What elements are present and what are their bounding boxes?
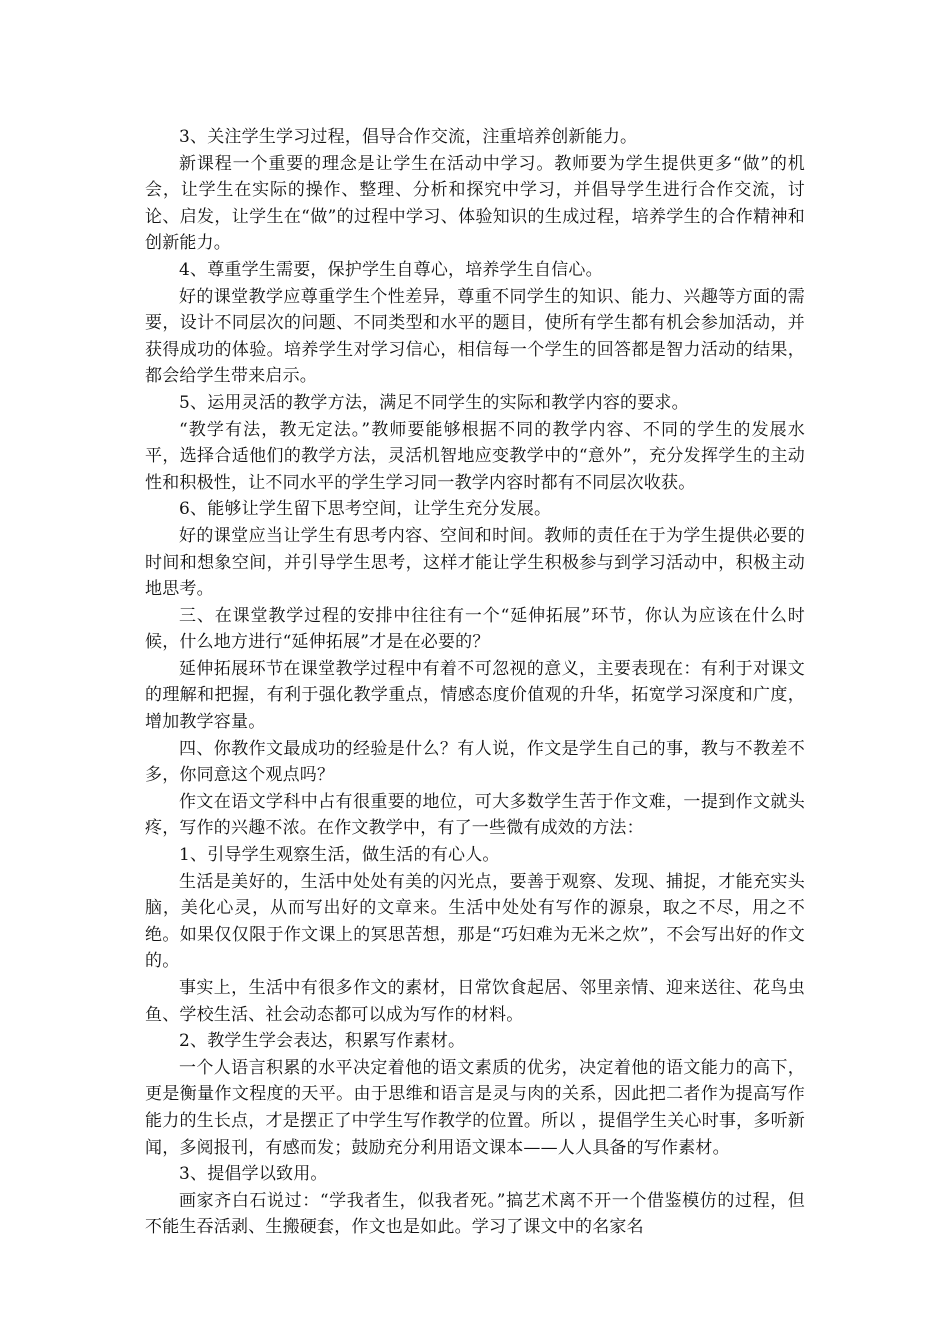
document-page [145, 124, 805, 1241]
heading-3-learning-process: 3、关注学生学习过程，倡导合作交流，注重培养创新能力。 [179, 127, 638, 147]
paragraph: 好的课堂应当让学生有思考内容、空间和时间。教师的责任在于为学生提供必要的时间和想象空间，并引导学生思考，这样才能让学生积极参与到学习活动中，积极主动地思考。 [145, 525, 805, 600]
heading-5-flexible-methods: 5、运用灵活的教学方法，满足不同学生的实际和教学内容的要求。 [179, 392, 689, 413]
paragraph: 作文在语文学科中占有很重要的地位，可大多数学生苦于作文难，一提到作文就头疼，写作的兴趣不浓。在作文教学中，有了一些微有成效的方法： [145, 791, 805, 839]
heading-3-apply-learning: 3、提倡学以致用。 [179, 1164, 328, 1185]
paragraph: 延伸拓展环节在课堂教学过程中有着不可忽视的意义，主要表现在：有利于对课文的理解和把握，有利于强化教学重点，情感态度价值观的升华，拓宽学习深度和广度，增加教学容量。 [145, 658, 805, 733]
paragraph: 事实上，生活中有很多作文的素材，日常饮食起居、邻里亲情、迎来送往、花鸟虫鱼、学校生活、社会动态都可以成为写作的材料。 [145, 978, 805, 1025]
question-4-composition: 四、你教作文最成功的经验是什么？有人说，作文是学生自己的事，教与不教差不多，你同意这个观点吗？ [145, 738, 805, 786]
heading-2-expression: 2、教学生学会表达，积累写作素材。 [179, 1031, 466, 1052]
paragraph: 生活是美好的，生活中处处有美的闪光点，要善于观察、发现、捕捉，才能充实头脑，美化心灵，从而写出好的文章来。生活中处处有写作的源泉，取之不尽，用之不绝。如果仅仅限于作文课上的冥思苦想，那是“巧妇难为无米之炊”，不会写出好的作文的。 [145, 871, 805, 972]
heading-4-respect-needs: 4、尊重学生需要，保护学生自尊心，培养学生自信心。 [179, 259, 603, 280]
paragraph: 好的课堂教学应尊重学生个性差异，尊重不同学生的知识、能力、兴趣等方面的需要，设计不同层次的问题、不同类型和水平的题目，使所有学生都有机会参加活动，并获得成功的体验。培养学生对学习信心，相信每一个学生的回答都是智力活动的结果，都会给学生带来启示。 [145, 286, 805, 387]
paragraph: 画家齐白石说过：“学我者生，似我者死。”搞艺术离不开一个借鉴模仿的过程，但不能生吞活剥、生搬硬套，作文也是如此。学习了课文中的名家名 [145, 1190, 805, 1238]
heading-6-thinking-space: 6、能够让学生留下思考空间，让学生充分发展。 [179, 499, 552, 520]
paragraph: “教学有法，教无定法。”教师要能够根据不同的教学内容、不同的学生的发展水平，选择合适他们的教学方法，灵活机智地应变教学中的“意外”，充分发挥学生的主动性和积极性，让不同水平的学生学习同一教学内容时都有不同层次收获。 [145, 419, 805, 493]
paragraph: 一个人语言积累的水平决定着他的语文素质的优劣，决定着他的语文能力的高下，更是衡量作文程度的天平。由于思维和语言是灵与肉的关系，因此把二者作为提高写作能力的生长点，才是摆正了中学生写作教学的位置。所以 ，提倡学生关心时事，多听新闻，多阅报刊，有感而发；鼓励充分利用语文课本——人人具备的写作素材。 [145, 1057, 805, 1158]
paragraph: 新课程一个重要的理念是让学生在活动中学习。教师要为学生提供更多“做”的机会，让学生在实际的操作、整理、分析和探究中学习，并倡导学生进行合作交流，讨论、启发，让学生在“做”的过程中学习、体验知识的生成过程，培养学生的合作精神和创新能力。 [145, 153, 805, 254]
heading-1-observe-life: 1、引导学生观察生活，做生活的有心人。 [179, 845, 500, 866]
question-3-extension: 三、在课堂教学过程的安排中往往有一个“延伸拓展”环节，你认为应该在什么时候，什么地方进行“延伸拓展”才是在必要的？ [145, 605, 805, 653]
